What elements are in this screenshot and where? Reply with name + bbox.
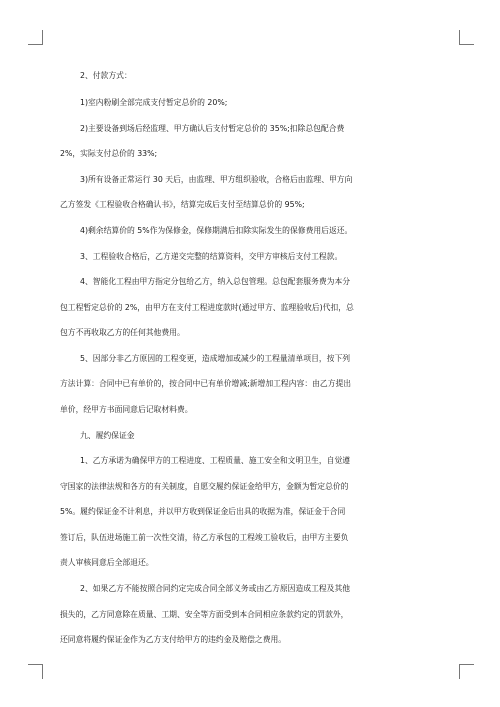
payment-item-2: 2)主要设备到场后经监理、甲方确认后支付暂定总价的 35%;扣除总包配合费 <box>80 124 345 133</box>
bond-clause-2-cont-2: 还同意将履约保证金作为乙方支付给甲方的违约金及赔偿之费用。 <box>60 635 287 644</box>
payment-item-3: 3)所有设备正常运行 30 天后，由监理、甲方组织验收，合格后由监理、甲方向 <box>80 175 353 184</box>
payment-item-3-cont: 乙方签发《工程验收合格确认书》，结算完成后支付至结算总价的 95%; <box>60 200 305 209</box>
clause-3: 3、工程验收合格后，乙方递交完整的结算资料，交甲方审核后支付工程款。 <box>80 252 343 261</box>
payment-item-2-cont: 2%，实际支付总价的 33%; <box>60 149 158 158</box>
clause-5-cont-1: 方法计算：合同中已有单价的，按合同中已有单价增减;新增加工程内容：由乙方提出 <box>60 379 352 388</box>
bond-clause-2: 2、如果乙方不能按照合同约定完成合同全部义务或由乙方原因造成工程及其他 <box>80 584 351 593</box>
payment-item-1: 1)室内粉刷全部完成支付暂定总价的 20%; <box>80 98 228 107</box>
bond-clause-1-cont-4: 责人审核同意后全部退还。 <box>60 558 154 567</box>
bond-clause-1-cont-3: 签订后，队伍进场施工前一次性交清，待乙方承包的工程竣工验收后，由甲方主要负 <box>60 533 349 542</box>
payment-item-4: 4)剩余结算价的 5%作为保修金，保修期满后扣除实际发生的保修费用后返还。 <box>80 226 353 235</box>
crop-mark-bottom-left <box>28 664 43 679</box>
clause-4-cont-1: 包工程暂定总价的 2%，由甲方在支付工程进度款时(通过甲方、监理验收后)代扣，总 <box>60 303 354 312</box>
bond-clause-1-cont-2: 5%。履约保证金不计利息，并以甲方收到保证金后出具的收据为准，保证金于合同 <box>60 507 346 516</box>
clause-4: 4、智能化工程由甲方指定分包给乙方，纳入总包管理。总包配套服务费为本分 <box>80 277 351 286</box>
crop-mark-bottom-right <box>459 664 474 679</box>
bond-clause-2-cont-1: 损失的，乙方同意除在质量、工期、安全等方面受到本合同相应条款约定的罚款外， <box>60 610 349 619</box>
clause-5: 5、因部分非乙方原因的工程变更，造成增加或减少的工程量清单项目，按下列 <box>80 354 351 363</box>
heading-performance-bond: 九、履约保证金 <box>80 431 135 440</box>
bond-clause-1-cont-1: 守国家的法律法规和各方的有关制度，自愿交履约保证金给甲方，金额为暂定总价的 <box>60 482 349 491</box>
heading-payment-method: 2、付款方式： <box>80 71 132 80</box>
clause-4-cont-2: 包方不再收取乙方的任何其他费用。 <box>60 328 185 337</box>
clause-5-cont-2: 单价，经甲方书面同意后记取材料费。 <box>60 405 193 414</box>
bond-clause-1: 1、乙方承诺为确保甲方的工程进度、工程质量、施工安全和文明卫生，自觉遵 <box>80 456 351 465</box>
crop-mark-top-right <box>459 30 474 45</box>
crop-mark-top-left <box>28 30 43 45</box>
